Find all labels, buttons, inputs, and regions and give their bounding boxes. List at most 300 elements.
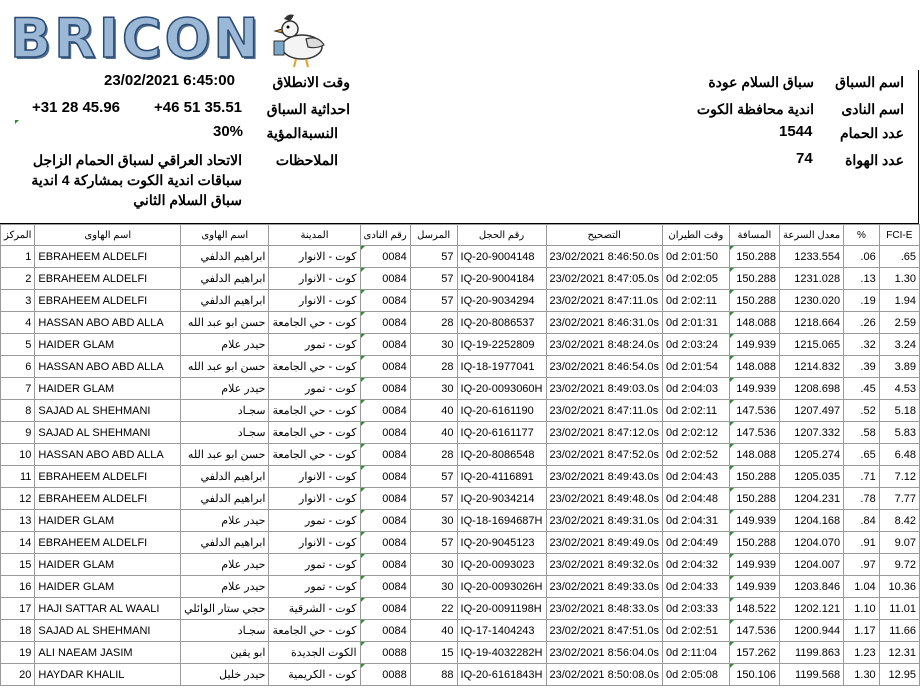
cell-percent: .78	[844, 488, 880, 510]
results-table	[0, 224, 920, 686]
table-row	[1, 444, 920, 466]
cell-correction-time: 23/02/2021 8:46:50.0s	[546, 246, 662, 268]
cell-correction-time: 23/02/2021 8:47:12.0s	[546, 422, 662, 444]
table-row	[1, 642, 920, 664]
notes-line: الاتحاد العراقي لسباق الحمام الزاجل	[32, 152, 242, 168]
cell-percent: 1.17	[844, 620, 880, 642]
cell-correction-time: 23/02/2021 8:49:31.0s	[546, 510, 662, 532]
cell-ring-no: IQ-20-0091198H	[457, 598, 546, 620]
cell-percent: .65	[844, 444, 880, 466]
table-row	[1, 510, 920, 532]
table-row	[1, 664, 920, 686]
cell-distance: 148.088	[729, 444, 779, 466]
club-name-label: اسم النادى	[841, 101, 904, 117]
cell-fancier-name-ar: سجـاد	[181, 400, 269, 422]
cell-distance: 150.288	[729, 246, 779, 268]
cell-sent-count: 28	[410, 356, 457, 378]
table-row	[1, 554, 920, 576]
cell-sent-count: 28	[410, 444, 457, 466]
cell-flight-time: 0d 2:01:54	[662, 356, 729, 378]
cell-fancier-name-en: EBRAHEEM ALDELFI	[35, 246, 181, 268]
pigeons-count-value: 1544	[779, 123, 813, 140]
cell-club-no: 0084	[360, 466, 410, 488]
cell-ring-no: IQ-20-6161190	[457, 400, 546, 422]
cell-sent-count: 30	[410, 576, 457, 598]
cell-fci-e: 9.72	[879, 554, 919, 576]
cell-flight-time: 0d 2:02:11	[662, 400, 729, 422]
cell-city: كوت - الانوار	[269, 488, 360, 510]
table-row	[1, 400, 920, 422]
col-header-fci: FCI-E	[879, 225, 919, 246]
cell-correction-time: 23/02/2021 8:47:05.0s	[546, 268, 662, 290]
cell-correction-time: 23/02/2021 8:46:31.0s	[546, 312, 662, 334]
cell-fancier-name-ar: ابراهيم الدلفي	[181, 246, 269, 268]
cell-club-no: 0084	[360, 598, 410, 620]
cell-club-no: 0084	[360, 554, 410, 576]
cell-percent: 1.10	[844, 598, 880, 620]
cell-ring-no: IQ-17-1404243	[457, 620, 546, 642]
notes-label: الملاحظات	[275, 152, 338, 168]
cell-city: كوت - تمور	[269, 576, 360, 598]
cell-rank: 11	[1, 466, 35, 488]
cell-fancier-name-ar: سجـاد	[181, 422, 269, 444]
cell-flight-time: 0d 2:11:04	[662, 642, 729, 664]
cell-percent: .71	[844, 466, 880, 488]
cell-city: كوت - الشرقية	[269, 598, 360, 620]
cell-correction-time: 23/02/2021 8:49:03.0s	[546, 378, 662, 400]
fanciers-count-label: عدد الهواة	[845, 152, 904, 168]
cell-fancier-name-ar: حيدر علام	[181, 334, 269, 356]
cell-rank: 14	[1, 532, 35, 554]
cell-flight-time: 0d 2:02:05	[662, 268, 729, 290]
notes-text	[2, 150, 242, 210]
col-header-rank: المركز	[1, 225, 35, 246]
col-header-percent: %	[844, 225, 880, 246]
cell-speed: 1199.568	[780, 664, 844, 686]
cell-fci-e: 12.31	[879, 642, 919, 664]
cell-fancier-name-ar: حيدر خليل	[181, 664, 269, 686]
race-coordinates-label: احداثية السباق	[266, 101, 350, 117]
cell-fci-e: 2.59	[879, 312, 919, 334]
cell-club-no: 0088	[360, 664, 410, 686]
cell-club-no: 0084	[360, 488, 410, 510]
cell-correction-time: 23/02/2021 8:49:49.0s	[546, 532, 662, 554]
cell-percent: .06	[844, 246, 880, 268]
cell-speed: 1200.944	[780, 620, 844, 642]
cell-rank: 19	[1, 642, 35, 664]
cell-club-no: 0084	[360, 312, 410, 334]
table-row	[1, 422, 920, 444]
cell-city: كوت - الانوار	[269, 290, 360, 312]
cell-club-no: 0084	[360, 532, 410, 554]
cell-percent: .97	[844, 554, 880, 576]
cell-fci-e: 11.66	[879, 620, 919, 642]
cell-percent: .32	[844, 334, 880, 356]
cell-fancier-name-ar: حيدر علام	[181, 554, 269, 576]
cell-speed: 1202.121	[780, 598, 844, 620]
cell-flight-time: 0d 2:04:48	[662, 488, 729, 510]
cell-distance: 150.106	[729, 664, 779, 686]
cell-fancier-name-ar: ابراهيم الدلفي	[181, 466, 269, 488]
cell-distance: 149.939	[729, 378, 779, 400]
cell-speed: 1199.863	[780, 642, 844, 664]
col-header-ring-no: رقم الحجل	[457, 225, 546, 246]
cell-speed: 1204.007	[780, 554, 844, 576]
cell-ring-no: IQ-19-2252809	[457, 334, 546, 356]
cell-club-no: 0084	[360, 268, 410, 290]
cell-rank: 12	[1, 488, 35, 510]
cell-speed: 1208.698	[780, 378, 844, 400]
cell-ring-no: IQ-20-9034214	[457, 488, 546, 510]
cell-sent-count: 57	[410, 466, 457, 488]
cell-club-no: 0084	[360, 422, 410, 444]
cell-rank: 4	[1, 312, 35, 334]
cell-speed: 1204.070	[780, 532, 844, 554]
cell-percent: .45	[844, 378, 880, 400]
cell-ring-no: IQ-20-0093026H	[457, 576, 546, 598]
cell-city: كوت - الانوار	[269, 268, 360, 290]
cell-city: كوت - الكريمية	[269, 664, 360, 686]
cell-speed: 1204.168	[780, 510, 844, 532]
cell-speed: 1207.332	[780, 422, 844, 444]
cell-city: كوت - الانوار	[269, 532, 360, 554]
cell-club-no: 0084	[360, 356, 410, 378]
cell-speed: 1204.231	[780, 488, 844, 510]
cell-fancier-name-ar: ابراهيم الدلفي	[181, 488, 269, 510]
cell-rank: 20	[1, 664, 35, 686]
cell-distance: 149.939	[729, 510, 779, 532]
cell-flight-time: 0d 2:03:33	[662, 598, 729, 620]
pigeon-mascot-icon	[266, 9, 328, 69]
cell-city: كوت - تمور	[269, 554, 360, 576]
cell-flight-time: 0d 2:02:52	[662, 444, 729, 466]
cell-fancier-name-ar: ابراهيم الدلفي	[181, 268, 269, 290]
cell-speed: 1233.554	[780, 246, 844, 268]
cell-flight-time: 0d 2:04:43	[662, 466, 729, 488]
cell-sent-count: 40	[410, 422, 457, 444]
cell-speed: 1215.065	[780, 334, 844, 356]
col-header-club-no: رقم النادى	[360, 225, 410, 246]
cell-percent: .91	[844, 532, 880, 554]
cell-distance: 147.536	[729, 422, 779, 444]
cell-flight-time: 0d 2:02:12	[662, 422, 729, 444]
cell-city: كوت - تمور	[269, 378, 360, 400]
col-header-correction: التصحيح	[546, 225, 662, 246]
cell-club-no: 0084	[360, 290, 410, 312]
cell-sent-count: 22	[410, 598, 457, 620]
cell-fancier-name-en: HAIDER GLAM	[35, 510, 181, 532]
cell-speed: 1205.035	[780, 466, 844, 488]
cell-fancier-name-ar: حيدر علام	[181, 378, 269, 400]
cell-fancier-name-en: EBRAHEEM ALDELFI	[35, 488, 181, 510]
cell-city: كوت - حي الجامعة	[269, 312, 360, 334]
cell-city: كوت - تمور	[269, 334, 360, 356]
cell-distance: 150.288	[729, 268, 779, 290]
cell-speed: 1230.020	[780, 290, 844, 312]
cell-distance: 149.939	[729, 576, 779, 598]
cell-sent-count: 57	[410, 532, 457, 554]
cell-fci-e: 1.94	[879, 290, 919, 312]
cell-percent: 1.23	[844, 642, 880, 664]
cell-fancier-name-en: HAIDER GLAM	[35, 576, 181, 598]
cell-flight-time: 0d 2:04:32	[662, 554, 729, 576]
cell-rank: 18	[1, 620, 35, 642]
cell-percent: .58	[844, 422, 880, 444]
cell-fancier-name-en: HAIDER GLAM	[35, 378, 181, 400]
cell-correction-time: 23/02/2021 8:49:48.0s	[546, 488, 662, 510]
table-row	[1, 334, 920, 356]
notes-line: سباقات اندية الكوت بمشاركة 4 اندية	[31, 172, 242, 188]
cell-fci-e: 10.36	[879, 576, 919, 598]
cell-ring-no: IQ-20-0093060H	[457, 378, 546, 400]
cell-ring-no: IQ-20-9045123	[457, 532, 546, 554]
cell-club-no: 0088	[360, 642, 410, 664]
cell-ring-no: IQ-18-1977041	[457, 356, 546, 378]
logo-text: BRICON	[10, 7, 262, 70]
percentage-label: النسبةالمؤية	[266, 125, 338, 141]
cell-flight-time: 0d 2:01:31	[662, 312, 729, 334]
cell-correction-time: 23/02/2021 8:47:51.0s	[546, 620, 662, 642]
cell-fci-e: 1.30	[879, 268, 919, 290]
cell-percent: 1.30	[844, 664, 880, 686]
coordinate-longitude: +31 28 45.96	[32, 99, 121, 116]
cell-speed: 1231.028	[780, 268, 844, 290]
cell-club-no: 0084	[360, 576, 410, 598]
col-header-flight-time: وقت الطيران	[662, 225, 729, 246]
cell-rank: 7	[1, 378, 35, 400]
cell-fci-e: 4.53	[879, 378, 919, 400]
cell-distance: 150.288	[729, 290, 779, 312]
cell-sent-count: 57	[410, 290, 457, 312]
cell-sent-count: 15	[410, 642, 457, 664]
race-info-panel	[0, 70, 919, 224]
cell-flight-time: 0d 2:05:08	[662, 664, 729, 686]
cell-sent-count: 40	[410, 620, 457, 642]
cell-distance: 150.288	[729, 532, 779, 554]
cell-fancier-name-en: ALI NAEAM JASIM	[35, 642, 181, 664]
cell-distance: 149.939	[729, 334, 779, 356]
cell-correction-time: 23/02/2021 8:49:43.0s	[546, 466, 662, 488]
cell-flight-time: 0d 2:01:50	[662, 246, 729, 268]
table-row	[1, 378, 920, 400]
cell-distance: 147.536	[729, 400, 779, 422]
cell-flight-time: 0d 2:04:03	[662, 378, 729, 400]
cell-ring-no: IQ-20-4116891	[457, 466, 546, 488]
fanciers-count-value: 74	[796, 150, 813, 167]
cell-club-no: 0084	[360, 378, 410, 400]
cell-distance: 148.522	[729, 598, 779, 620]
cell-fancier-name-en: SAJAD AL SHEHMANI	[35, 620, 181, 642]
cell-fancier-name-ar: حسن ابو عبد الله	[181, 356, 269, 378]
cell-distance: 148.088	[729, 312, 779, 334]
cell-rank: 5	[1, 334, 35, 356]
cell-ring-no: IQ-20-6161177	[457, 422, 546, 444]
cell-fci-e: 11.01	[879, 598, 919, 620]
cell-club-no: 0084	[360, 510, 410, 532]
cell-speed: 1203.846	[780, 576, 844, 598]
cell-distance: 149.939	[729, 554, 779, 576]
club-name-value: اندية محافظة الكوت	[696, 101, 814, 117]
cell-fancier-name-ar: حيدر علام	[181, 576, 269, 598]
cell-fci-e: 9.07	[879, 532, 919, 554]
cell-sent-count: 30	[410, 554, 457, 576]
cell-club-no: 0084	[360, 444, 410, 466]
cell-sent-count: 57	[410, 488, 457, 510]
cell-fancier-name-ar: حجي ستار الوائلي	[181, 598, 269, 620]
cell-correction-time: 23/02/2021 8:47:52.0s	[546, 444, 662, 466]
cell-ring-no: IQ-20-9004148	[457, 246, 546, 268]
release-time-value: 23/02/2021 6:45:00	[104, 72, 235, 89]
cell-percent: 1.04	[844, 576, 880, 598]
cell-fancier-name-ar: ابراهيم الدلفي	[181, 290, 269, 312]
cell-sent-count: 30	[410, 510, 457, 532]
cell-ring-no: IQ-20-0093023	[457, 554, 546, 576]
table-header-row	[1, 225, 920, 246]
cell-ring-no: IQ-20-8086548	[457, 444, 546, 466]
cell-flight-time: 0d 2:02:51	[662, 620, 729, 642]
cell-flight-time: 0d 2:04:31	[662, 510, 729, 532]
cell-correction-time: 23/02/2021 8:47:11.0s	[546, 400, 662, 422]
cell-correction-time: 23/02/2021 8:47:11.0s	[546, 290, 662, 312]
cell-ring-no: IQ-20-9034294	[457, 290, 546, 312]
cell-percent: .52	[844, 400, 880, 422]
cell-fancier-name-en: EBRAHEEM ALDELFI	[35, 290, 181, 312]
cell-city: كوت - حي الجامعة	[269, 444, 360, 466]
cell-city: كوت - الانوار	[269, 246, 360, 268]
cell-ring-no: IQ-20-9004184	[457, 268, 546, 290]
cell-fci-e: 7.77	[879, 488, 919, 510]
cell-correction-time: 23/02/2021 8:46:54.0s	[546, 356, 662, 378]
col-header-distance: المسافة	[729, 225, 779, 246]
notes-line: سباق السلام الثاني	[133, 192, 242, 208]
cell-speed: 1218.664	[780, 312, 844, 334]
cell-fci-e: 12.95	[879, 664, 919, 686]
cell-fancier-name-en: EBRAHEEM ALDELFI	[35, 532, 181, 554]
cell-fancier-name-en: HAIDER GLAM	[35, 554, 181, 576]
col-header-sent: المرسل	[410, 225, 457, 246]
cell-fancier-name-en: SAJAD AL SHEHMANI	[35, 400, 181, 422]
cell-ring-no: IQ-18-1694687H	[457, 510, 546, 532]
cell-club-no: 0084	[360, 400, 410, 422]
cell-rank: 17	[1, 598, 35, 620]
cell-rank: 6	[1, 356, 35, 378]
col-header-speed: معدل السرعة	[780, 225, 844, 246]
cell-distance: 157.262	[729, 642, 779, 664]
cell-rank: 3	[1, 290, 35, 312]
cell-rank: 1	[1, 246, 35, 268]
cell-fancier-name-en: EBRAHEEM ALDELFI	[35, 466, 181, 488]
cell-ring-no: IQ-20-8086537	[457, 312, 546, 334]
cell-city: كوت - حي الجامعة	[269, 422, 360, 444]
table-row	[1, 356, 920, 378]
cell-fancier-name-en: HASSAN ABO ABD ALLA	[35, 312, 181, 334]
table-row	[1, 312, 920, 334]
cell-correction-time: 23/02/2021 8:56:04.0s	[546, 642, 662, 664]
cell-correction-time: 23/02/2021 8:48:33.0s	[546, 598, 662, 620]
cell-fci-e: 6.48	[879, 444, 919, 466]
cell-correction-time: 23/02/2021 8:50:08.0s	[546, 664, 662, 686]
cell-club-no: 0084	[360, 246, 410, 268]
cell-city: كوت - تمور	[269, 510, 360, 532]
col-header-name-en: اسم الهاوى	[35, 225, 181, 246]
table-body	[1, 246, 920, 686]
cell-fci-e: .65	[879, 246, 919, 268]
cell-fancier-name-en: HAYDAR KHALIL	[35, 664, 181, 686]
cell-flight-time: 0d 2:04:49	[662, 532, 729, 554]
race-name-label: اسم السباق	[835, 74, 904, 90]
cell-sent-count: 57	[410, 246, 457, 268]
cell-sent-count: 88	[410, 664, 457, 686]
percentage-value: 30%	[213, 123, 244, 140]
cell-flight-time: 0d 2:04:33	[662, 576, 729, 598]
table-row	[1, 290, 920, 312]
cell-ring-no: IQ-19-4032282H	[457, 642, 546, 664]
bricon-logo	[10, 8, 328, 70]
cell-fci-e: 5.83	[879, 422, 919, 444]
table-row	[1, 532, 920, 554]
cell-percent: .19	[844, 290, 880, 312]
cell-fci-e: 5.18	[879, 400, 919, 422]
cell-rank: 2	[1, 268, 35, 290]
cell-fancier-name-ar: حسن ابو عبد الله	[181, 444, 269, 466]
cell-flight-time: 0d 2:02:11	[662, 290, 729, 312]
table-row	[1, 246, 920, 268]
cell-fancier-name-en: HASSAN ABO ABD ALLA	[35, 356, 181, 378]
pigeons-count-label: عدد الحمام	[839, 125, 904, 141]
cell-fci-e: 3.24	[879, 334, 919, 356]
cell-club-no: 0084	[360, 334, 410, 356]
cell-rank: 10	[1, 444, 35, 466]
cell-rank: 13	[1, 510, 35, 532]
cell-distance: 150.288	[729, 488, 779, 510]
cell-distance: 148.088	[729, 356, 779, 378]
cell-fci-e: 8.42	[879, 510, 919, 532]
cell-sent-count: 57	[410, 268, 457, 290]
cell-city: كوت - الانوار	[269, 466, 360, 488]
cell-fancier-name-en: EBRAHEEM ALDELFI	[35, 268, 181, 290]
table-row	[1, 576, 920, 598]
cell-flight-time: 0d 2:03:24	[662, 334, 729, 356]
cell-percent: .13	[844, 268, 880, 290]
cell-distance: 150.288	[729, 466, 779, 488]
cell-fci-e: 7.12	[879, 466, 919, 488]
table-row	[1, 466, 920, 488]
cell-correction-time: 23/02/2021 8:48:24.0s	[546, 334, 662, 356]
cell-fancier-name-en: HAJI SATTAR AL WAALI	[35, 598, 181, 620]
coordinate-latitude: +46 51 35.51	[154, 99, 243, 116]
cell-sent-count: 28	[410, 312, 457, 334]
cell-correction-time: 23/02/2021 8:49:33.0s	[546, 576, 662, 598]
cell-fancier-name-en: HAIDER GLAM	[35, 334, 181, 356]
cell-fancier-name-ar: حيدر علام	[181, 510, 269, 532]
cell-correction-time: 23/02/2021 8:49:32.0s	[546, 554, 662, 576]
table-row	[1, 268, 920, 290]
col-header-city: المدينة	[269, 225, 360, 246]
cell-rank: 9	[1, 422, 35, 444]
cell-city: كوت - حي الجامعة	[269, 620, 360, 642]
cell-percent: .39	[844, 356, 880, 378]
cell-fancier-name-ar: ابراهيم الدلفي	[181, 532, 269, 554]
cell-sent-count: 30	[410, 334, 457, 356]
table-row	[1, 598, 920, 620]
cell-city: الكوت الجديدة	[269, 642, 360, 664]
cell-marker	[15, 120, 19, 124]
table-row	[1, 488, 920, 510]
cell-city: كوت - حي الجامعة	[269, 400, 360, 422]
cell-fancier-name-en: SAJAD AL SHEHMANI	[35, 422, 181, 444]
cell-rank: 16	[1, 576, 35, 598]
cell-speed: 1205.274	[780, 444, 844, 466]
